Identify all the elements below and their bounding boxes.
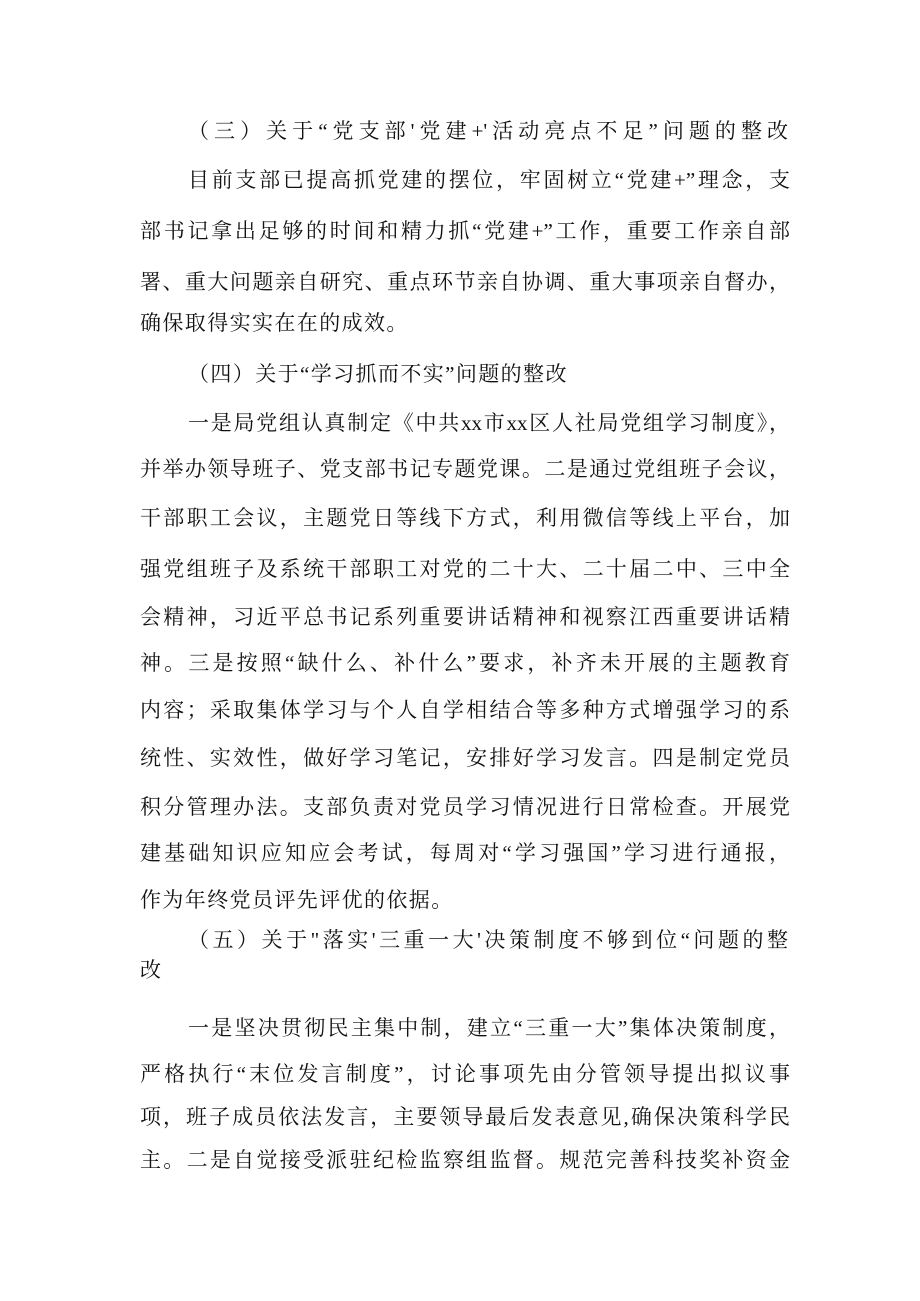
- section-3-body-line: 署、重大问题亲自研究、重点环节亲自协调、重大事项亲自督办，: [140, 270, 790, 294]
- section-3-heading: （三）关于“党支部'党建+'活动亮点不足”问题的整改: [188, 119, 788, 143]
- section-4-body-line: 一是局党组认真制定《中共xx市xx区人社局党组学习制度》，: [188, 411, 790, 435]
- section-5-body-line: 严格执行“末位发言制度”，讨论事项先由分管领导提出拟议事: [140, 1062, 790, 1086]
- section-3-body-line: 目前支部已提高抓党建的摆位，牢固树立“党建+”理念，支: [188, 168, 790, 192]
- section-5-heading-continued: 改: [140, 958, 163, 982]
- section-5-body-line: 一是坚决贯彻民主集中制，建立“三重一大”集体决策制度，: [188, 1016, 790, 1040]
- section-4-body-line: 干部职工会议，主题党日等线下方式，利用微信等线上平台，加: [140, 506, 790, 530]
- section-4-body-line: 强党组班子及系统干部职工对党的二十大、二十届二中、三中全: [140, 557, 790, 581]
- section-4-heading: （四）关于“学习抓而不实”问题的整改: [188, 362, 568, 386]
- section-5-heading: （五）关于"落实'三重一大'决策制度不够到位“问题的整: [188, 928, 788, 952]
- section-4-body-line: 并举办领导班子、党支部书记专题党课。二是通过党组班子会议，: [140, 457, 790, 481]
- section-3-body-line: 确保取得实实在在的成效。: [140, 311, 409, 335]
- section-4-body-line: 会精神，习近平总书记系列重要讲话精神和视察江西重要讲话精: [140, 605, 790, 629]
- section-4-body-line: 建基础知识应知应会考试，每周对“学习强国”学习进行通报，: [140, 841, 790, 865]
- section-5-body-line: 主。二是自觉接受派驻纪检监察组监督。规范完善科技奖补资金: [140, 1148, 790, 1172]
- section-4-body-line: 作为年终党员评先评优的依据。: [140, 888, 454, 912]
- section-4-body-line: 统性、实效性，做好学习笔记，安排好学习发言。四是制定党员: [140, 746, 790, 770]
- section-4-body-line: 内容；采取集体学习与个人自学相结合等多种方式增强学习的系: [140, 698, 790, 722]
- section-4-body-line: 神。三是按照“缺什么、补什么”要求，补齐未开展的主题教育: [140, 651, 790, 675]
- section-5-body-line: 项，班子成员依法发言，主要领导最后发表意见,确保决策科学民: [140, 1105, 790, 1129]
- section-3-body-line: 部书记拿出足够的时间和精力抓“党建+”工作，重要工作亲自部: [140, 219, 790, 243]
- section-4-body-line: 积分管理办法。支部负责对党员学习情况进行日常检查。开展党: [140, 795, 790, 819]
